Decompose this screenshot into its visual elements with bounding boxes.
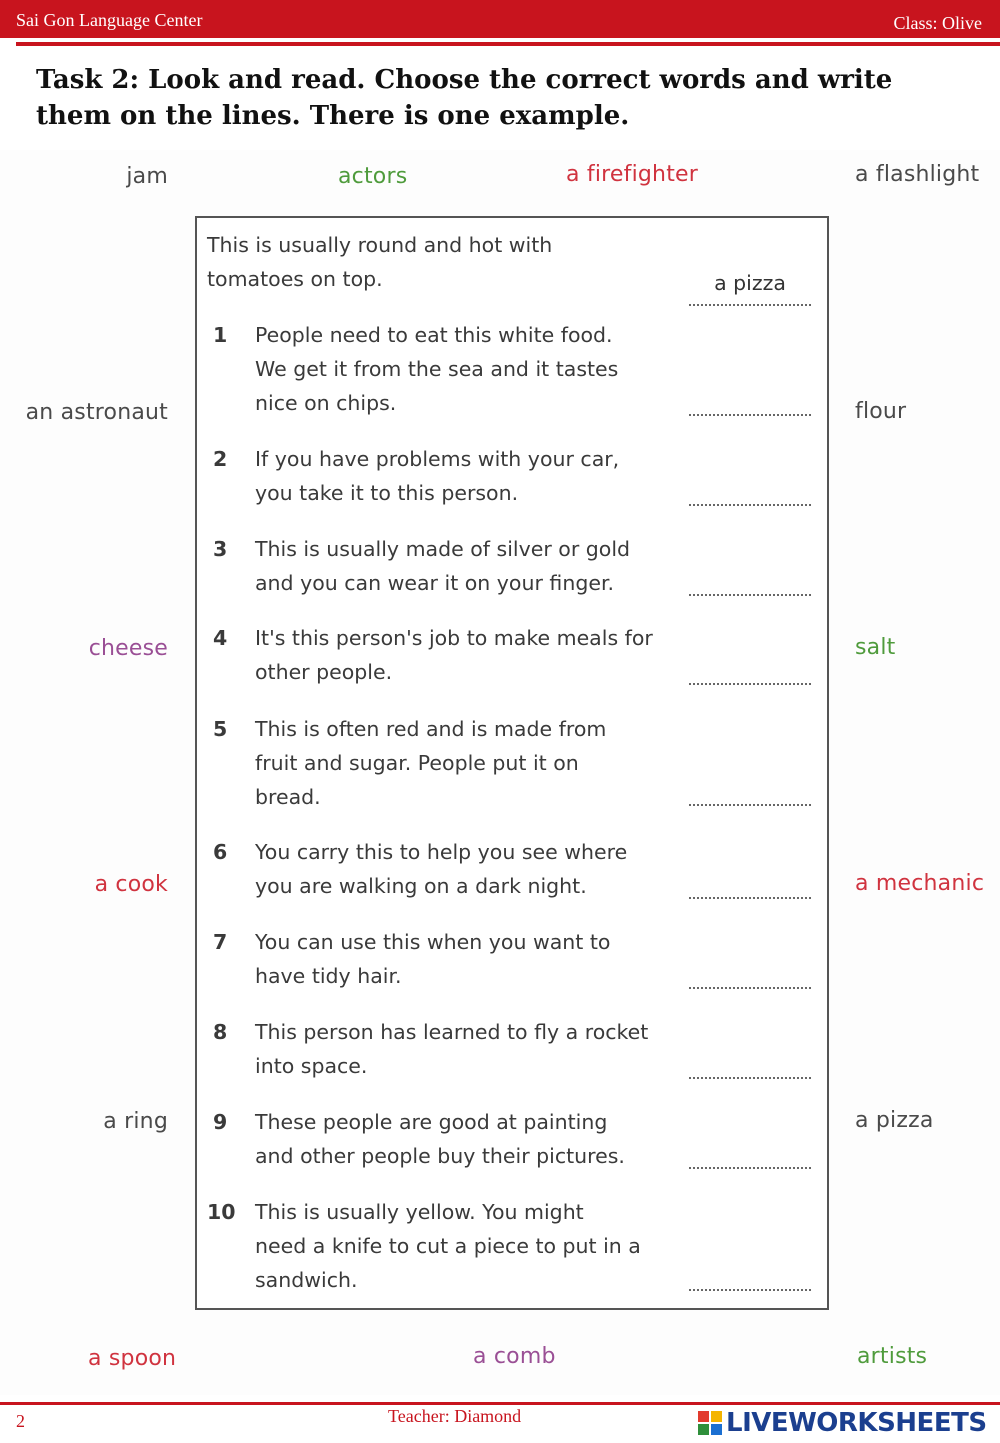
example-text: This is usually round and hot with tomatoes on top. bbox=[207, 233, 553, 291]
page-number: 2 bbox=[16, 1411, 25, 1431]
footer-rule bbox=[0, 1402, 1000, 1405]
word-actors: actors bbox=[338, 164, 408, 189]
word-a-mechanic: a mechanic bbox=[855, 871, 985, 896]
word-a-comb: a comb bbox=[473, 1344, 556, 1369]
question-text: You can use this when you want to have tidy hair. bbox=[255, 930, 611, 988]
answer-line-10[interactable] bbox=[689, 1289, 811, 1291]
question-number: 8 bbox=[213, 1020, 228, 1044]
question-text: This person has learned to fly a rocket into space. bbox=[255, 1020, 649, 1078]
question-text: It's this person's job to make meals for other people. bbox=[255, 626, 653, 684]
question-number: 6 bbox=[213, 840, 228, 864]
question-text: You carry this to help you see where you are walking on a dark night. bbox=[255, 840, 628, 898]
brand-name: LIVEWORKSHEETS bbox=[726, 1408, 987, 1438]
task-title: Task 2: Look and read. Choose the correct words and write them on the lines. There is one example. bbox=[36, 65, 893, 131]
answer-line-6[interactable] bbox=[689, 897, 811, 899]
word-an-astronaut: an astronaut bbox=[25, 400, 168, 425]
answer-line-7[interactable] bbox=[689, 987, 811, 989]
word-a-spoon: a spoon bbox=[88, 1346, 177, 1371]
teacher-name: Teacher: Diamond bbox=[388, 1406, 522, 1426]
word-a-firefighter: a firefighter bbox=[566, 162, 699, 187]
liveworksheets-brand[interactable] bbox=[698, 1406, 998, 1440]
word-flour: flour bbox=[855, 399, 907, 424]
word-cheese: cheese bbox=[88, 636, 168, 661]
question-text: These people are good at painting and other people buy their pictures. bbox=[255, 1110, 625, 1168]
answer-line-9[interactable] bbox=[689, 1167, 811, 1169]
answer-line-5[interactable] bbox=[689, 804, 811, 806]
question-box bbox=[195, 216, 829, 1310]
question-text: This is usually made of silver or gold and you can wear it on your finger. bbox=[255, 537, 631, 595]
question-number: 10 bbox=[207, 1200, 236, 1224]
answer-line-2[interactable] bbox=[689, 504, 811, 506]
question-text: People need to eat this white food. We get it from the sea and it tastes nice on chips. bbox=[255, 323, 619, 415]
answer-line-3[interactable] bbox=[689, 594, 811, 596]
question-number: 9 bbox=[213, 1110, 228, 1134]
question-text: This is usually yellow. You might need a knife to cut a piece to put in a sandwich. bbox=[255, 1200, 641, 1292]
answer-line-1[interactable] bbox=[689, 414, 811, 416]
question-number: 3 bbox=[213, 537, 228, 561]
header-rule bbox=[16, 42, 1000, 46]
example-answer: a pizza bbox=[714, 271, 786, 295]
word-a-ring: a ring bbox=[103, 1109, 168, 1134]
word-a-cook: a cook bbox=[94, 872, 168, 897]
answer-line-8[interactable] bbox=[689, 1077, 811, 1079]
header-bar bbox=[0, 0, 1000, 38]
example-dotted-line bbox=[689, 304, 811, 306]
grid-logo-icon bbox=[698, 1411, 722, 1435]
question-number: 1 bbox=[213, 323, 228, 347]
center-name: Sai Gon Language Center bbox=[16, 10, 203, 30]
word-a-pizza: a pizza bbox=[855, 1108, 934, 1133]
question-text: If you have problems with your car, you take it to this person. bbox=[255, 447, 620, 505]
word-jam: jam bbox=[126, 164, 168, 189]
question-number: 7 bbox=[213, 930, 228, 954]
question-number: 4 bbox=[213, 626, 228, 650]
class-label: Class: Olive bbox=[893, 13, 982, 33]
word-a-flashlight: a flashlight bbox=[855, 162, 980, 187]
question-number: 2 bbox=[213, 447, 228, 471]
word-salt: salt bbox=[855, 635, 896, 660]
word-artists: artists bbox=[857, 1344, 928, 1369]
question-text: This is often red and is made from fruit and sugar. People put it on bread. bbox=[255, 717, 607, 809]
answer-line-4[interactable] bbox=[689, 683, 811, 685]
question-number: 5 bbox=[213, 717, 228, 741]
